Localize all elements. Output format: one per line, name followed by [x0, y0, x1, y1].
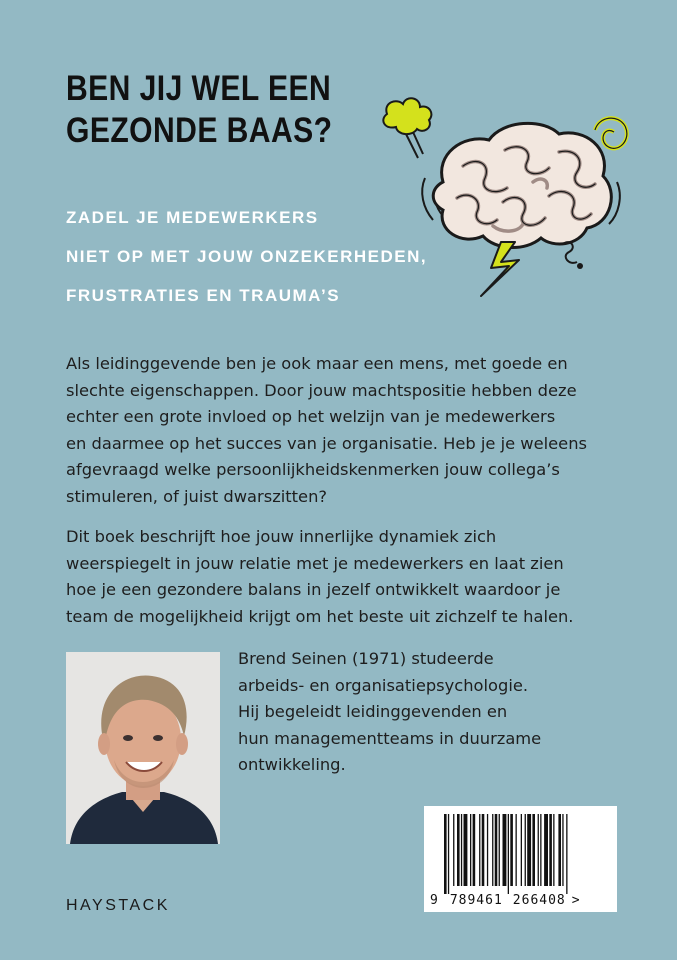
text-line: Als leidinggevende ben je ook maar een mens, met goede en	[66, 354, 568, 373]
barcode-bar	[521, 814, 522, 886]
barcode-bar	[562, 814, 563, 886]
barcode-bar	[525, 814, 526, 886]
barcode-bar	[544, 814, 548, 886]
barcode-bar	[553, 814, 554, 886]
barcode-digit-group: 789461	[449, 893, 503, 908]
text-line: weerspiegelt in jouw relatie met je medewerkers en laat zien	[66, 553, 564, 573]
text-line: Dit boek beschrijft hoe jouw innerlijke dynamiek zich	[66, 527, 497, 546]
text-line: slechte eigenschappen. Door jouw machtspositie hebben deze	[66, 380, 577, 400]
barcode-bar	[461, 814, 462, 886]
text-line: Brend Seinen (1971) studeerde	[238, 649, 494, 668]
barcode-bar	[470, 814, 471, 886]
intro-paragraph	[66, 351, 626, 510]
text-line: echter een grote invloed op het welzijn van je medewerkers	[66, 407, 556, 426]
barcode-bar	[532, 814, 535, 886]
subtitle-line: ZADEL JE MEDEWERKERS	[66, 208, 319, 227]
barcode-bar	[453, 814, 454, 886]
description-paragraph	[66, 524, 626, 630]
barcode-bar	[464, 814, 468, 886]
author-photo	[66, 652, 220, 844]
barcode-bar	[487, 814, 488, 886]
barcode-bar	[444, 814, 447, 894]
barcode-bar	[503, 814, 507, 886]
barcode-bar	[508, 814, 509, 894]
barcode-digit-group: 266408	[512, 893, 566, 908]
text-line: hun managementteams in duurzame	[238, 728, 542, 748]
barcode-bar	[549, 814, 552, 886]
barcode-bar	[558, 814, 561, 886]
barcode-bar	[492, 814, 493, 886]
isbn-barcode	[424, 806, 617, 912]
text-line: arbeids- en organisatiepsychologie.	[238, 675, 529, 695]
text-line: stimuleren, of juist dwarszitten?	[66, 486, 328, 506]
cover-title	[66, 68, 341, 152]
barcode-bar	[482, 814, 485, 886]
barcode-bar	[479, 814, 480, 886]
title-line: BEN JIJ WEL EEN	[66, 69, 332, 108]
barcode-digits	[430, 893, 580, 908]
text-line: hoe je een gezondere balans in jezelf ontwikkelt waardoor je	[66, 580, 561, 599]
brain-icon	[433, 123, 611, 247]
lightning-bolt-icon	[481, 242, 519, 296]
barcode-bar	[499, 814, 500, 886]
squiggle-icon	[563, 242, 577, 263]
barcode-bar	[516, 814, 517, 886]
title-line: GEZONDE BAAS?	[66, 111, 333, 150]
barcode-bar	[495, 814, 498, 886]
barcode-bar	[457, 814, 460, 886]
barcode-bar	[473, 814, 476, 886]
barcode-bar	[527, 814, 531, 886]
text-line: en daarmee op het succes van je organisatie. Heb je je weleens	[66, 433, 587, 453]
text-line: ontwikkeling.	[238, 755, 346, 774]
text-line: team de mogelijkheid krijgt om het beste uit zichzelf te halen.	[66, 606, 574, 626]
barcode-bar	[448, 814, 449, 894]
subtitle-line: FRUSTRATIES EN TRAUMA’S	[66, 286, 341, 305]
barcode-end-marker: >	[571, 893, 580, 908]
subtitle-line: NIET OP MET JOUW ONZEKERHEDEN,	[66, 247, 428, 266]
barcode-digit-first: 9	[430, 893, 438, 908]
cover-subtitle	[66, 198, 427, 315]
barcode-bar	[540, 814, 541, 886]
barcode-bar	[566, 814, 567, 894]
author-bio	[238, 646, 541, 779]
steam-cloud-icon	[383, 98, 431, 134]
barcode-bar	[538, 814, 539, 886]
text-line: afgevraagd welke persoonlijkheidskenmerken jouw collega’s	[66, 460, 560, 479]
barcode-bar	[510, 814, 513, 886]
text-line: Hij begeleidt leidinggevenden en	[238, 702, 508, 721]
publisher-logo: HAYSTACK	[66, 897, 170, 914]
